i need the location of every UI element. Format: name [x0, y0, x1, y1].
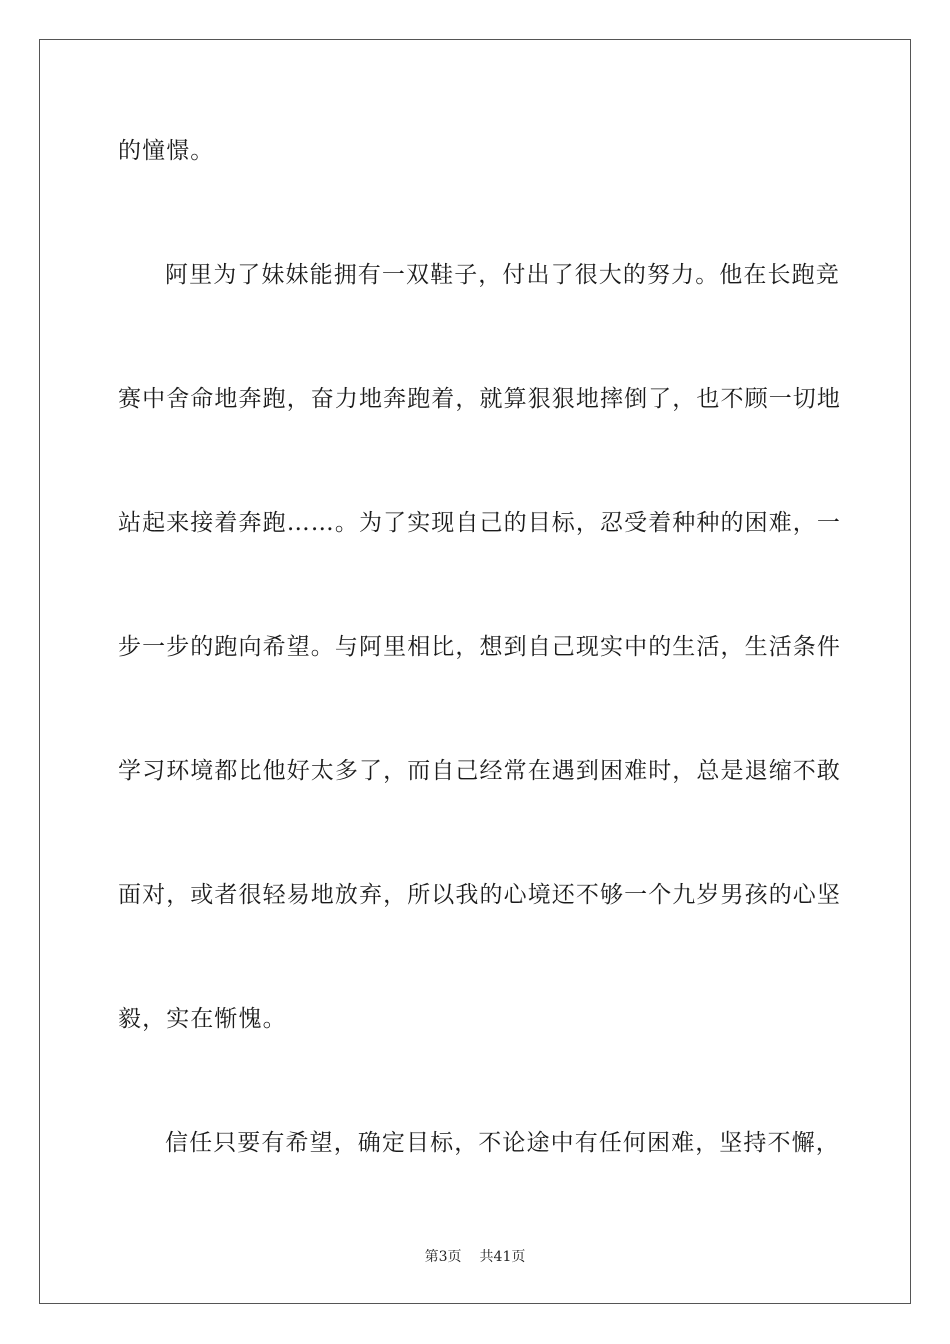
page-border: [39, 39, 911, 1304]
text-line-6: 学习环境都比他好太多了，而自己经常在遇到困难时，总是退缩不敢: [118, 758, 841, 784]
text-line-5: 步一步的跑向希望。与阿里相比，想到自己现实中的生活，生活条件: [118, 634, 841, 660]
total-pages: 共41页: [479, 1249, 526, 1265]
text-line-4: 站起来接着奔跑……。为了实现自己的目标，忍受着种种的困难，一: [118, 510, 841, 536]
page-number: 第3页: [424, 1249, 462, 1265]
text-line-2: 阿里为了妹妹能拥有一双鞋子，付出了很大的努力。他在长跑竞: [165, 262, 840, 288]
text-line-1: 的憧憬。: [118, 138, 215, 164]
text-line-8: 毅，实在惭愧。: [118, 1006, 287, 1032]
page-footer: [0, 1247, 950, 1267]
text-line-3: 赛中舍命地奔跑，奋力地奔跑着，就算狠狠地摔倒了，也不顾一切地: [118, 386, 841, 412]
text-line-7: 面对，或者很轻易地放弃，所以我的心境还不够一个九岁男孩的心坚: [118, 882, 841, 908]
text-line-9: 信任只要有希望，确定目标，不论途中有任何困难，坚持不懈，: [165, 1130, 840, 1156]
